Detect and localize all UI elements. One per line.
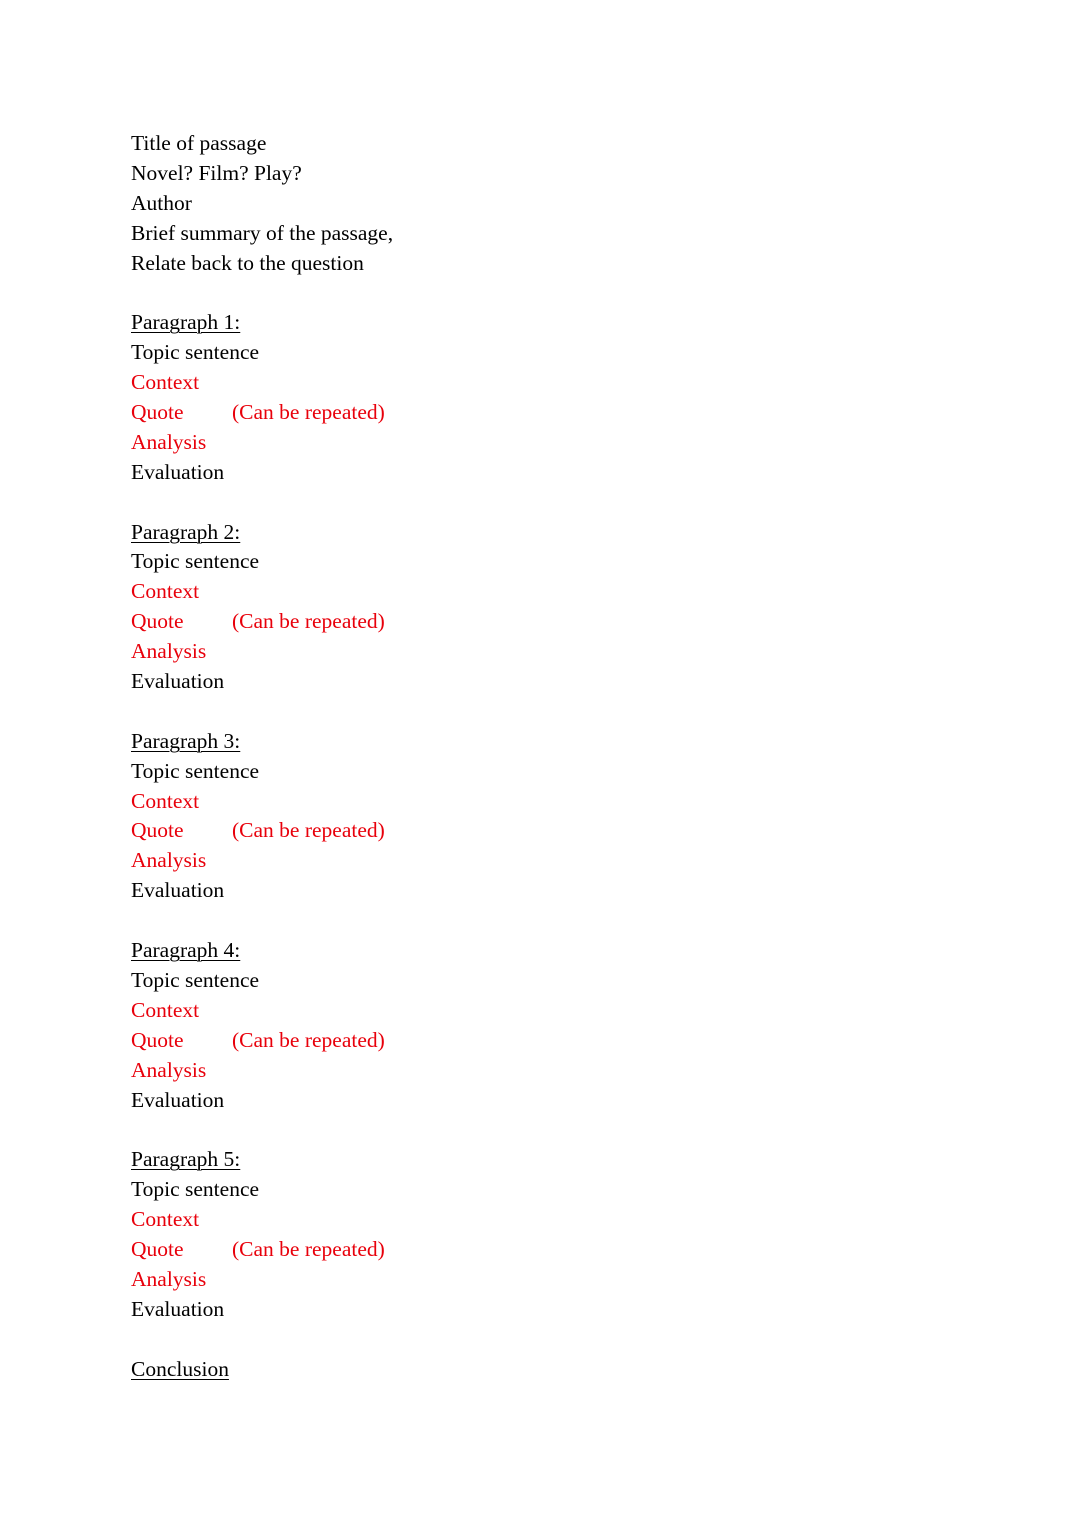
topic-sentence: Topic sentence [131,967,260,992]
paragraph-heading: Paragraph 4: [131,938,241,963]
analysis: Analysis [131,639,207,664]
context: Context [131,788,200,813]
paragraph-heading: Paragraph 3: [131,728,241,753]
intro-form-line: Novel? Film? Play? [131,160,302,185]
evaluation: Evaluation [131,878,225,903]
analysis: Analysis [131,848,207,873]
context: Context [131,997,200,1022]
intro-section [131,129,393,278]
evaluation: Evaluation [131,459,225,484]
quote-note: (Can be repeated) [232,609,385,634]
quote-note: (Can be repeated) [232,400,385,425]
essay-structure-document [131,129,393,1384]
context: Context [131,1207,200,1232]
paragraph-section-5 [131,1145,393,1324]
quote: Quote [131,818,184,843]
topic-sentence: Topic sentence [131,549,260,574]
context: Context [131,579,200,604]
quote: Quote [131,400,184,425]
intro-title-line: Title of passage [131,131,267,155]
quote-note: (Can be repeated) [232,1027,385,1052]
spacer [131,1115,393,1145]
paragraph-section-4 [131,936,393,1115]
evaluation: Evaluation [131,1296,225,1321]
conclusion-heading: Conclusion [131,1356,229,1381]
paragraph-section-1 [131,308,393,487]
spacer [131,697,393,727]
quote: Quote [131,1236,184,1261]
topic-sentence: Topic sentence [131,340,260,365]
quote-note: (Can be repeated) [232,818,385,843]
analysis: Analysis [131,1266,207,1291]
paragraph-heading: Paragraph 5: [131,1147,241,1172]
spacer [131,906,393,936]
topic-sentence: Topic sentence [131,758,260,783]
intro-author-line: Author [131,190,192,215]
spacer [131,488,393,518]
quote-note: (Can be repeated) [232,1236,385,1261]
paragraph-heading: Paragraph 2: [131,519,241,544]
evaluation: Evaluation [131,1087,225,1112]
quote: Quote [131,609,184,634]
paragraph-section-2 [131,518,393,697]
intro-summary-line: Brief summary of the passage, [131,220,394,245]
paragraph-section-3 [131,727,393,906]
quote: Quote [131,1027,184,1052]
intro-relate-line: Relate back to the question [131,250,364,275]
evaluation: Evaluation [131,669,225,694]
spacer [131,1325,393,1355]
context: Context [131,370,200,395]
topic-sentence: Topic sentence [131,1177,260,1202]
analysis: Analysis [131,1057,207,1082]
analysis: Analysis [131,429,207,454]
paragraph-heading: Paragraph 1: [131,310,241,335]
spacer [131,278,393,308]
